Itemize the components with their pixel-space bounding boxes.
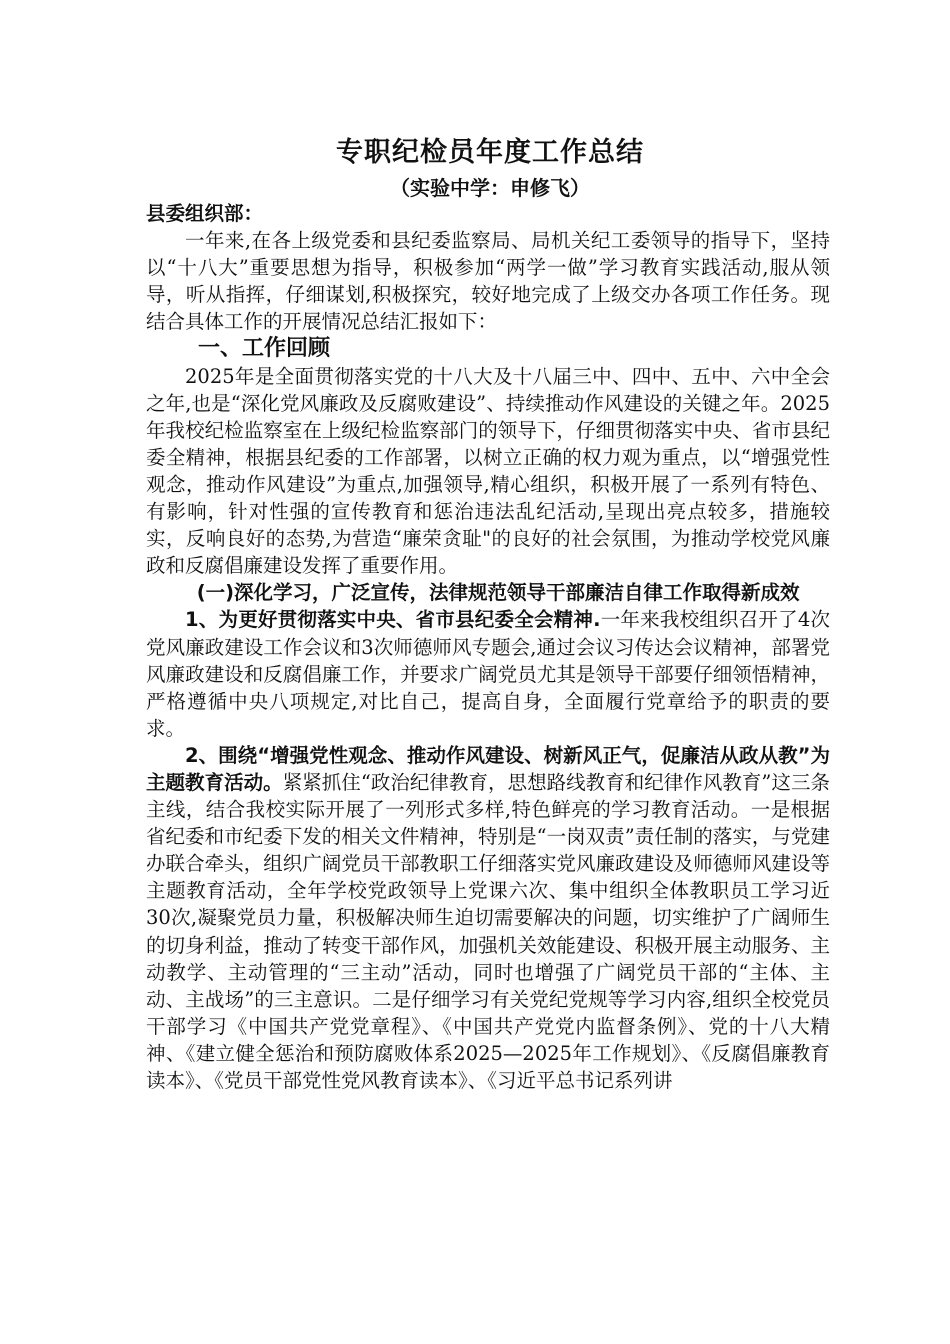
subsection-heading: (一)深化学习，广泛宣传，法律规范领导干部廉洁自律工作取得新成效 — [196, 581, 800, 605]
item-paragraph-2 — [146, 742, 830, 1094]
item-paragraph-1 — [146, 606, 830, 741]
item-lead-1: 1、为更好贯彻落实中央、省市县纪委全会精神. — [185, 608, 601, 632]
section-heading: 一、工作回顾 — [198, 336, 331, 362]
item-text-1: 一年来我校组织召开了4次党风廉政建设工作会议和3次师德师风专题会,通过会议习传达会议精神，部署党风廉政建设和反腐倡廉工作，并要求广阔党员尤其是领导干部要仔细领悟精神，严格遵循中央八项规定,对比自己，提高自身，全面履行党章给予的职责的要求。 — [146, 608, 830, 740]
item-lead-2: 2、围绕“增强党性观念、推动作风建设、树新风正气，促廉洁从政从教”为主题教育活动。 — [146, 743, 830, 794]
document-title: 专职纪检员年度工作总结 — [336, 137, 644, 168]
salutation: 县委组织部： — [146, 202, 264, 225]
intro-paragraph: 一年来,在各上级党委和县纪委监察局、局机关纪工委领导的指导下，坚持以“十八大”重要思想为指导，积极参加“两学一做”学习教育实践活动,服从领导，听从指挥，仔细谋划,积极探究，较好地完成了上级交办各项工作任务。现结合具体工作的开展情况总结汇报如下： — [146, 229, 830, 334]
section-paragraph: 2025年是全面贯彻落实党的十八大及十八届三中、四中、五中、六中全会之年,也是“深化党风廉政及反腐败建设”、持续推动作风建设的关键之年。2025年我校纪检监察室在上级纪检监察部门的领导下，仔细贯彻落实中央、省市县纪委全精神，根据县纪委的工作部署，以树立正确的权力观为重点，以“增强党性观念，推动作风建设”为重点,加强领导,精心组织，积极开展了一系列有特色、有影响，针对性强的宣传教育和惩治违法乱纪活动,呈现出亮点较多，措施较实，反响良好的态势,为营造“廉荣贪耻"的良好的社会氛围，为推动学校党风廉政和反腐倡廉建设发挥了重要作用。 — [146, 364, 830, 578]
document-subtitle: （实验中学：申修飞） — [390, 176, 590, 200]
document-body — [146, 200, 830, 1094]
item-text-2: 紧紧抓住“政治纪律教育，思想路线教育和纪律作风教育”这三条主线，结合我校实际开展了一列形式多样,特色鲜亮的学习教育活动。一是根据省纪委和市纪委下发的相关文件精神，特别是“一岗双责”责任制的落实，与党建办联合牵头，组织广阔党员干部教职工仔细落实党风廉政建设及师德师风建设等主题教育活动，全年学校党政领导上党课六次、集中组织全体教职员工学习近30次,凝聚党员力量，积极解决师生迫切需要解决的问题，切实维护了广阔师生的切身利益，推动了转变干部作风，加强机关效能建设、积极开展主动服务、主动教学、主动管理的“三主动”活动，同时也增强了广阔党员干部的“主体、主动、主战场”的三主意识。二是仔细学习有关党纪党规等学习内容,组织全校党员干部学习《中国共产党党章程》、《中国共产党党内监督条例》、党的十八大精神、《建立健全惩治和预防腐败体系2025—2025年工作规划》、《反腐倡廉教育读本》、《党员干部党性党风教育读本》、《习近平总书记系列讲 — [146, 770, 830, 1092]
